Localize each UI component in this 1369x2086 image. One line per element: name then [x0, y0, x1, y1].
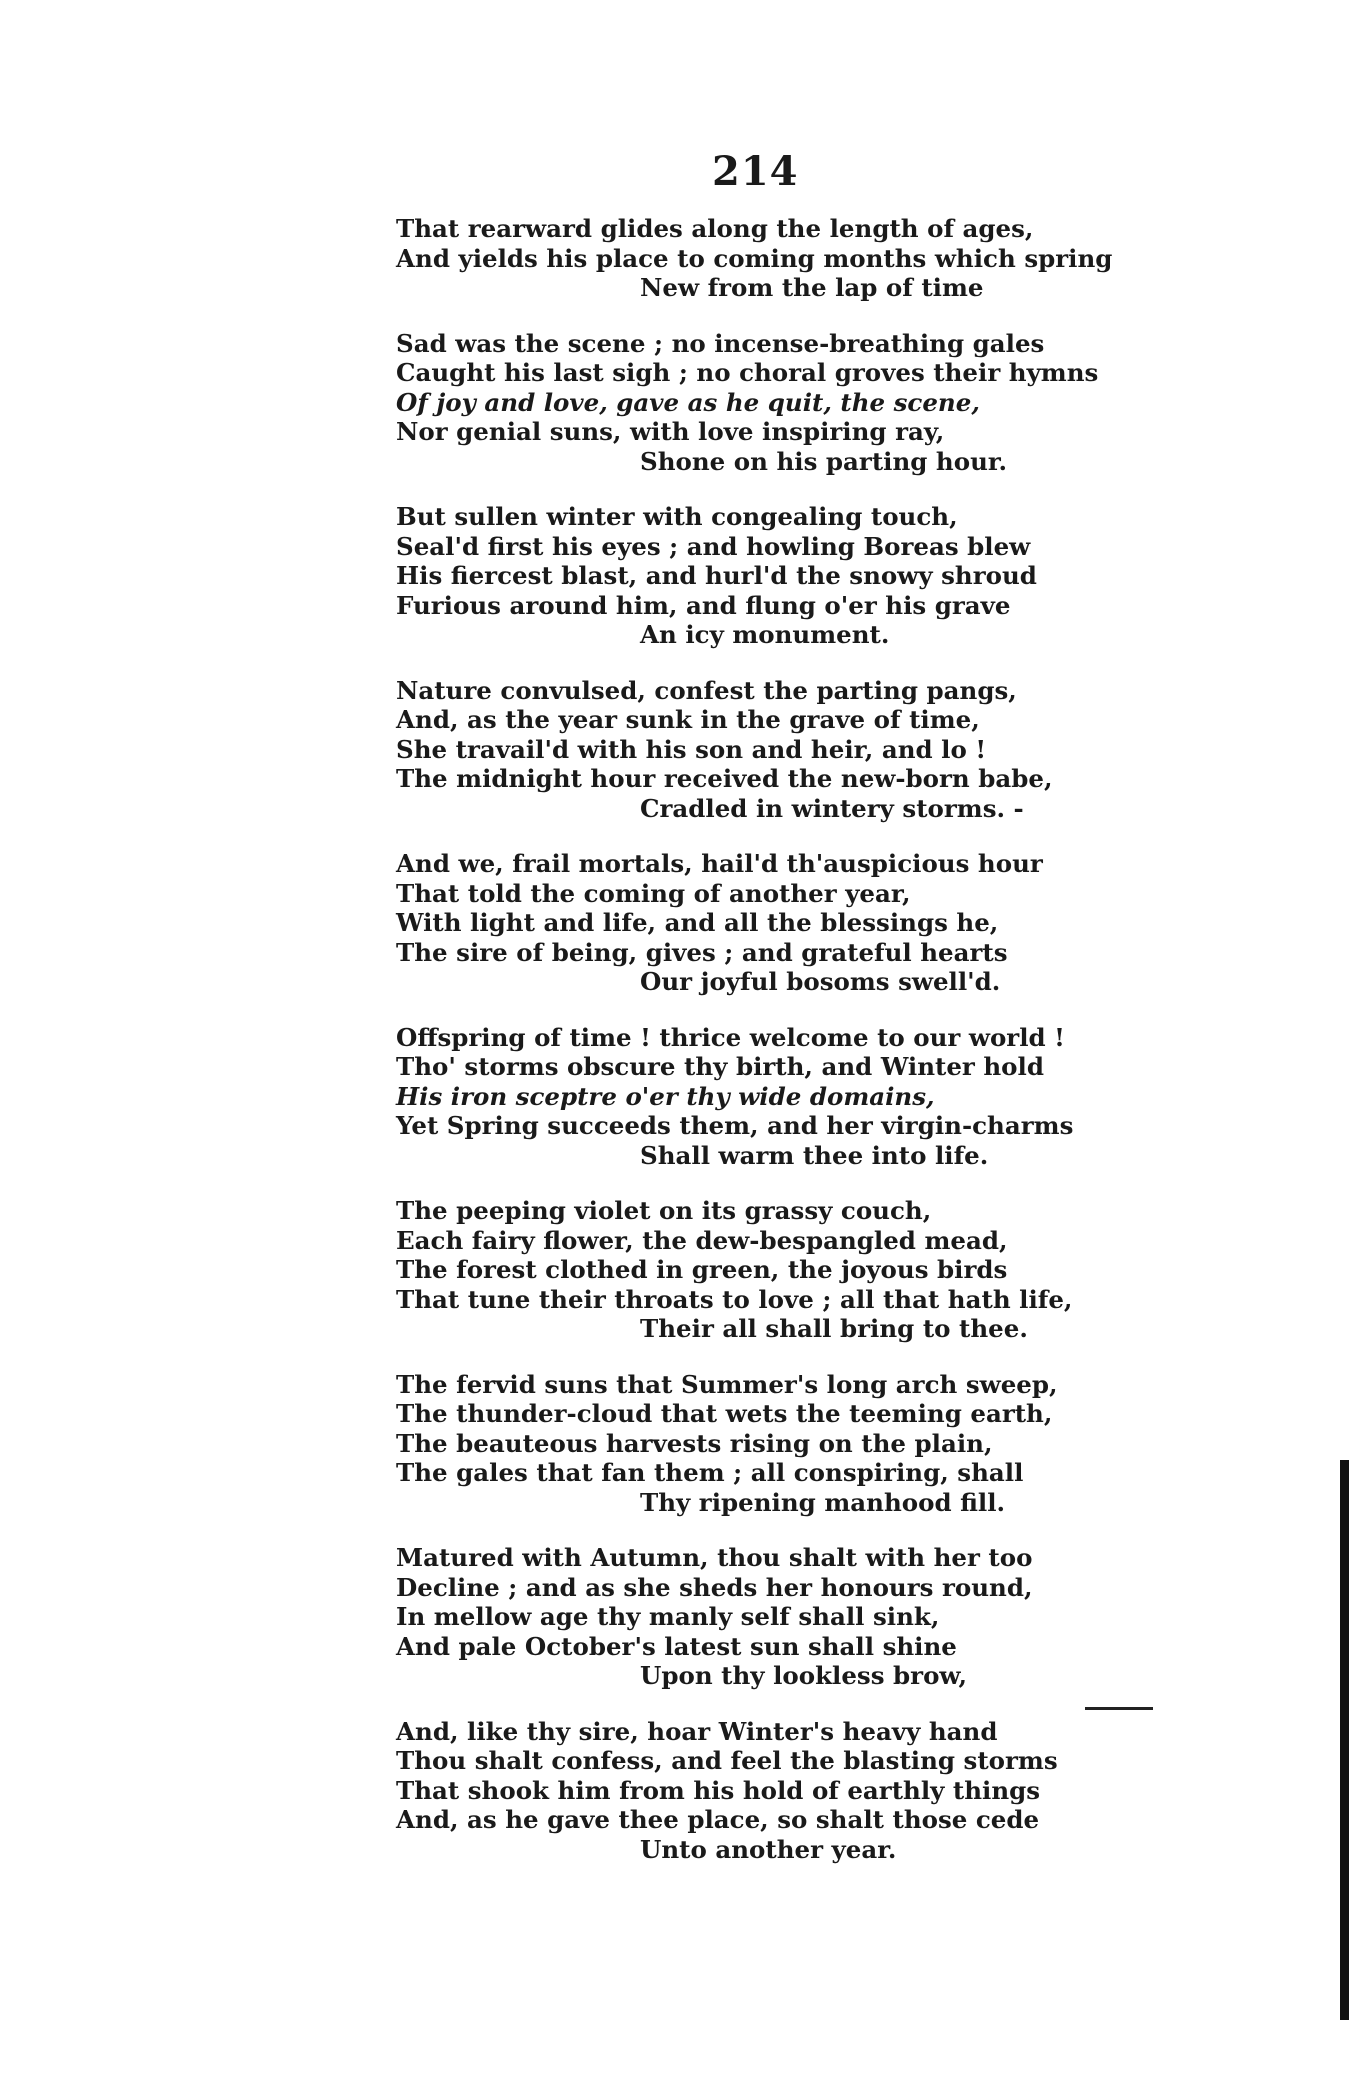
poem-line: Our joyful bosoms swell'd. — [640, 967, 1001, 996]
poem-line: Furious around him, and flung o'er his grave — [396, 590, 1011, 620]
poem-line: That told the coming of another year, — [396, 878, 911, 908]
poem-line: Cradled in wintery storms. - — [640, 793, 1024, 823]
poem-line: New from the lap of time — [640, 273, 984, 302]
poem-line: Thy ripening manhood fill. — [640, 1487, 1006, 1517]
poem-line: Upon thy lookless brow, — [640, 1661, 968, 1690]
poem-line: Each fairy flower, the dew-bespangled mead, — [396, 1225, 1008, 1255]
poem-line: Matured with Autumn, thou shalt with her too — [396, 1543, 1033, 1572]
poem-line: The forest clothed in green, the joyous birds — [396, 1255, 1008, 1284]
poem-line: The peeping violet on its grassy couch, — [396, 1196, 932, 1225]
poem-line: And pale October's latest sun shall shine — [396, 1631, 957, 1661]
poem-line: Shone on his parting hour. — [640, 446, 1008, 476]
poem-line: Offspring of time ! thrice welcome to our world ! — [396, 1022, 1065, 1052]
poem-line: Tho' storms obscure thy birth, and Winter hold — [396, 1052, 1044, 1081]
poem-line: In mellow age thy manly self shall sink, — [396, 1602, 940, 1631]
poem-line: The thunder-cloud that wets the teeming earth, — [396, 1399, 1053, 1428]
poem-line: Of joy and love, gave as he quit, the scene, — [396, 387, 980, 417]
poem-line: Nature convulsed, confest the parting pangs, — [396, 675, 1017, 705]
stanza — [396, 502, 1156, 650]
poem-line: The fervid suns that Summer's long arch sweep, — [396, 1369, 1058, 1399]
poem-line: Decline ; and as she sheds her honours round, — [396, 1572, 1033, 1602]
poem-line: An icy monument. — [640, 620, 890, 649]
poem-line: The sire of being, gives ; and grateful hearts — [396, 937, 1008, 967]
printed-rule-mark — [1085, 1707, 1153, 1710]
poem-line: And, like thy sire, hoar Winter's heavy hand — [396, 1716, 998, 1746]
poem-line: His iron sceptre o'er thy wide domains, — [396, 1081, 935, 1111]
poem-line: Sad was the scene ; no incense-breathing gales — [396, 328, 1045, 358]
page-number: 214 — [712, 148, 799, 195]
poem-line: And, as the year sunk in the grave of time, — [396, 705, 980, 734]
poem-line: Thou shalt confess, and feel the blasting storms — [396, 1746, 1058, 1775]
stanza — [396, 329, 1156, 477]
poem-line: The gales that fan them ; all conspiring, shall — [396, 1458, 1024, 1487]
poem-line: That tune their throats to love ; all that hath life, — [396, 1284, 1073, 1314]
poem-line: That shook him from his hold of earthly things — [396, 1775, 1041, 1805]
stanza — [396, 849, 1156, 997]
stanza — [396, 1543, 1156, 1691]
poem-line: And yields his place to coming months which spring — [396, 243, 1113, 273]
poem-line: And we, frail mortals, hail'd th'auspicious hour — [396, 849, 1043, 878]
poem-line: Yet Spring succeeds them, and her virgin-charms — [396, 1111, 1074, 1140]
poem-line: Nor genial suns, with love inspiring ray, — [396, 417, 945, 446]
poem-line: Caught his last sigh ; no choral groves their hymns — [396, 358, 1099, 387]
stanza — [396, 214, 1156, 303]
poem-line: That rearward glides along the length of ages, — [396, 214, 1034, 243]
poem-line: Unto another year. — [640, 1834, 897, 1864]
stanza — [396, 1717, 1156, 1865]
poem-line: But sullen winter with congealing touch, — [396, 502, 958, 531]
poem-line: She travail'd with his son and heir, and lo ! — [396, 734, 987, 764]
poem-line: Their all shall bring to thee. — [640, 1314, 1028, 1343]
stanza — [396, 1023, 1156, 1171]
stanza — [396, 1370, 1156, 1518]
poem-body — [396, 214, 1156, 1890]
poem-line: Seal'd first his eyes ; and howling Boreas blew — [396, 531, 1031, 561]
page-edge-mark — [1340, 1460, 1349, 2020]
poem-line: The beauteous harvests rising on the plain, — [396, 1428, 993, 1458]
stanza — [396, 1196, 1156, 1344]
stanza — [396, 676, 1156, 824]
poem-line: His fiercest blast, and hurl'd the snowy shroud — [396, 561, 1037, 590]
poem-line: And, as he gave thee place, so shalt those cede — [396, 1805, 1040, 1834]
poem-line: The midnight hour received the new-born babe, — [396, 764, 1053, 793]
poem-line: Shall warm thee into life. — [640, 1140, 989, 1170]
poem-line: With light and life, and all the blessings he, — [396, 908, 999, 937]
